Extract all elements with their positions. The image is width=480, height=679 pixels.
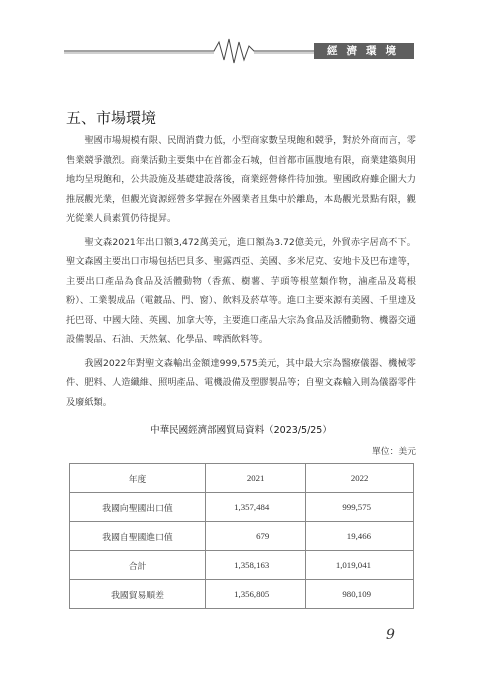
- paragraph-bilateral-trade: 我國2022年對聖文森輸出金額達999,575美元，其中最大宗為醫療儀器、機械零件、肥料、人造纖維、照明產品、電機設備及塑膠製品等；自聖文森輸入則為儀器零件及廢紙類。: [66, 357, 416, 408]
- row-label: 我國自聖國進口值: [70, 522, 206, 551]
- table-row: [70, 551, 414, 580]
- page-header: [64, 34, 418, 68]
- section-title: 五、市場環境: [66, 109, 157, 127]
- header-2021: 2021: [206, 464, 306, 493]
- cell-2021: 1,356,805: [206, 580, 306, 609]
- trade-table: [69, 463, 414, 609]
- table-header-row: [70, 464, 414, 493]
- row-label: 我國向聖國出口值: [70, 493, 206, 522]
- cell-2022: 19,466: [306, 522, 414, 551]
- header-year: 年度: [70, 464, 206, 493]
- header-2022: 2022: [306, 464, 414, 493]
- cell-2022: 1,019,041: [306, 551, 414, 580]
- cell-2021: 1,358,163: [206, 551, 306, 580]
- table-unit: 單位：美元: [372, 447, 416, 457]
- cell-2022: 980,109: [306, 580, 414, 609]
- body-text: [66, 131, 416, 416]
- row-label: 我國貿易順差: [70, 580, 206, 609]
- cell-2021: 1,357,484: [206, 493, 306, 522]
- page-number: 9: [386, 627, 395, 643]
- cell-2021: 679: [206, 522, 306, 551]
- row-label: 合計: [70, 551, 206, 580]
- table-row: [70, 522, 414, 551]
- table-row: [70, 493, 414, 522]
- header-section-label: 經濟環境: [314, 43, 414, 59]
- cell-2022: 999,575: [306, 493, 414, 522]
- paragraph-market-overview: 聖國市場規模有限、民間消費力低，小型商家數呈現飽和競爭，對於外商而言，零售業競爭激烈。商業活動主要集中在首都金石城，但首都市區腹地有限，商業建築與用地均呈現飽和，公共設施及基礎建設落後，商業經營條件待加強。聖國政府雖企圖大力推展觀光業，但觀光資源經營多掌握在外國業者且集中於離島，本島觀光景點有限，觀光從業人員素質仍待提昇。: [66, 135, 416, 224]
- table-title: 中華民國經濟部國貿局資料（2023/5/25）: [150, 425, 332, 436]
- table-row: [70, 580, 414, 609]
- paragraph-trade-structure: 聖文森2021年出口額3,472萬美元，進口額為3.72億美元，外貿赤字居高不下。聖文森國主要出口市場包括巴貝多、聖露西亞、美國、多米尼克、安地卡及巴布達等，主要出口產品為食品及活體動物（香蕉、樹薯、芋頭等根莖類作物，滷產品及葛根粉）、工業製成品（電鍍品、門、窗）、飲料及菸草等。進口主要來源有美國、千里達及托巴哥、中國大陸、英國、加拿大等，主要進口產品大宗為食品及活體動物、機器交通設備製品、石油、天然氣、化學品、啤酒飲料等。: [66, 236, 416, 345]
